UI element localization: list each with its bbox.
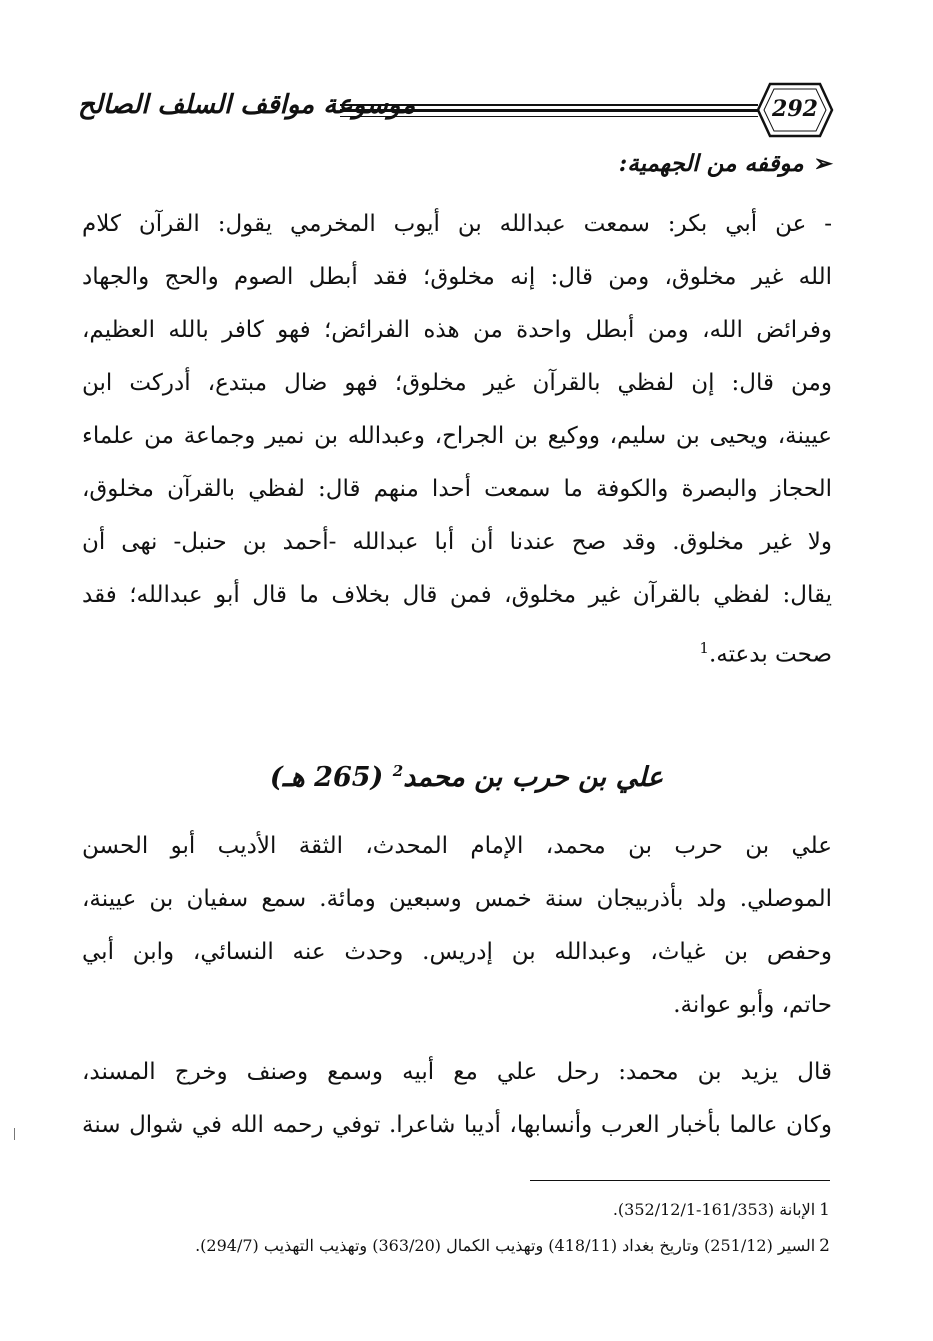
paragraph xyxy=(82,820,832,1032)
text-line: قال يزيد بن محمد: رحل علي مع أبيه وسمع وصنف وخرج المسند، xyxy=(82,1059,832,1085)
footnote-separator xyxy=(530,1180,830,1181)
text-line: وحفص بن غياث، وعبدالله بن إدريس. وحدث عنه النسائي، وابن أبي xyxy=(82,939,832,965)
margin-mark xyxy=(14,1128,15,1140)
header-rule xyxy=(340,104,758,106)
arrow-bullet-icon: ➢ xyxy=(813,150,833,177)
header-rule xyxy=(340,109,758,112)
last-line-text: صحت بدعته. xyxy=(708,641,832,668)
header-rule xyxy=(340,116,758,117)
subheading-text: موقفه من الجهمية: xyxy=(618,150,804,177)
footnote-number: 2 xyxy=(819,1236,830,1256)
page-number: 292 xyxy=(772,96,818,122)
page-number-badge xyxy=(756,78,834,142)
text-line: ومن قال: إن لفظي بالقرآن غير مخلوق؛ فهو ضال مبتدع، أدركت ابن xyxy=(82,370,832,396)
book-title: موسوعة مواقف السلف الصالح xyxy=(78,90,416,120)
footnote xyxy=(140,1192,830,1228)
paragraph xyxy=(82,198,832,675)
running-header xyxy=(78,78,838,144)
text-line: الحجاز والبصرة والكوفة ما سمعت أحدا منهم قال: لفظي بالقرآن مخلوق، xyxy=(82,476,832,502)
text-line: الموصلي. ولد بأذربيجان سنة خمس وسبعين ومائة. سمع سفيان بن عيينة، xyxy=(82,886,832,912)
footnote-ref: 1 xyxy=(699,639,709,657)
footnotes xyxy=(140,1192,830,1264)
text-line: وكان عالما بأخبار العرب وأنسابها، أديبا شاعرا. توفي رحمه الله في شوال سنة xyxy=(82,1112,832,1138)
subheading xyxy=(619,150,833,177)
footnote xyxy=(140,1228,830,1264)
text-line: وفرائض الله، ومن أبطل واحدة من هذه الفرائض؛ فهو كافر بالله العظيم، xyxy=(82,317,832,343)
footnote-text: الإبانة (161/353-352/12/1). xyxy=(612,1200,816,1219)
paragraph xyxy=(82,1046,832,1152)
section-title-date: (265 هـ) xyxy=(269,762,384,793)
footnote-number: 1 xyxy=(819,1200,830,1220)
text-line: ولا غير مخلوق. وقد صح عندنا أن أبا عبدالله -أحمد بن حنبل- نهى أن xyxy=(82,529,832,555)
section-title xyxy=(0,762,933,793)
text-line: الله غير مخلوق، ومن قال: إنه مخلوق؛ فقد أبطل الصوم والحج والجهاد xyxy=(82,264,832,290)
text-line: علي بن حرب بن محمد، الإمام المحدث، الثقة الأديب أبو الحسن xyxy=(82,833,832,859)
text-line: حاتم، وأبو عوانة. xyxy=(673,992,832,1018)
text-line: - عن أبي بكر: سمعت عبدالله بن أيوب المخرمي يقول: القرآن كلام xyxy=(82,211,832,237)
footnote-text: السير (251/12) وتاريخ بغداد (418/11) وتهذيب الكمال (363/20) وتهذيب التهذيب (294/7). xyxy=(195,1236,816,1255)
text-line xyxy=(82,622,832,675)
text-line: عيينة، ويحيى بن سليم، ووكيع بن الجراح، وعبدالله بن نمير وجماعة من علماء xyxy=(82,423,832,449)
section-title-name: علي بن حرب بن محمد xyxy=(403,762,664,793)
text-line: يقال: لفظي بالقرآن غير مخلوق، فمن قال بخلاف ما قال أبو عبدالله؛ فقد xyxy=(82,582,832,608)
footnote-ref: 2 xyxy=(392,762,404,780)
